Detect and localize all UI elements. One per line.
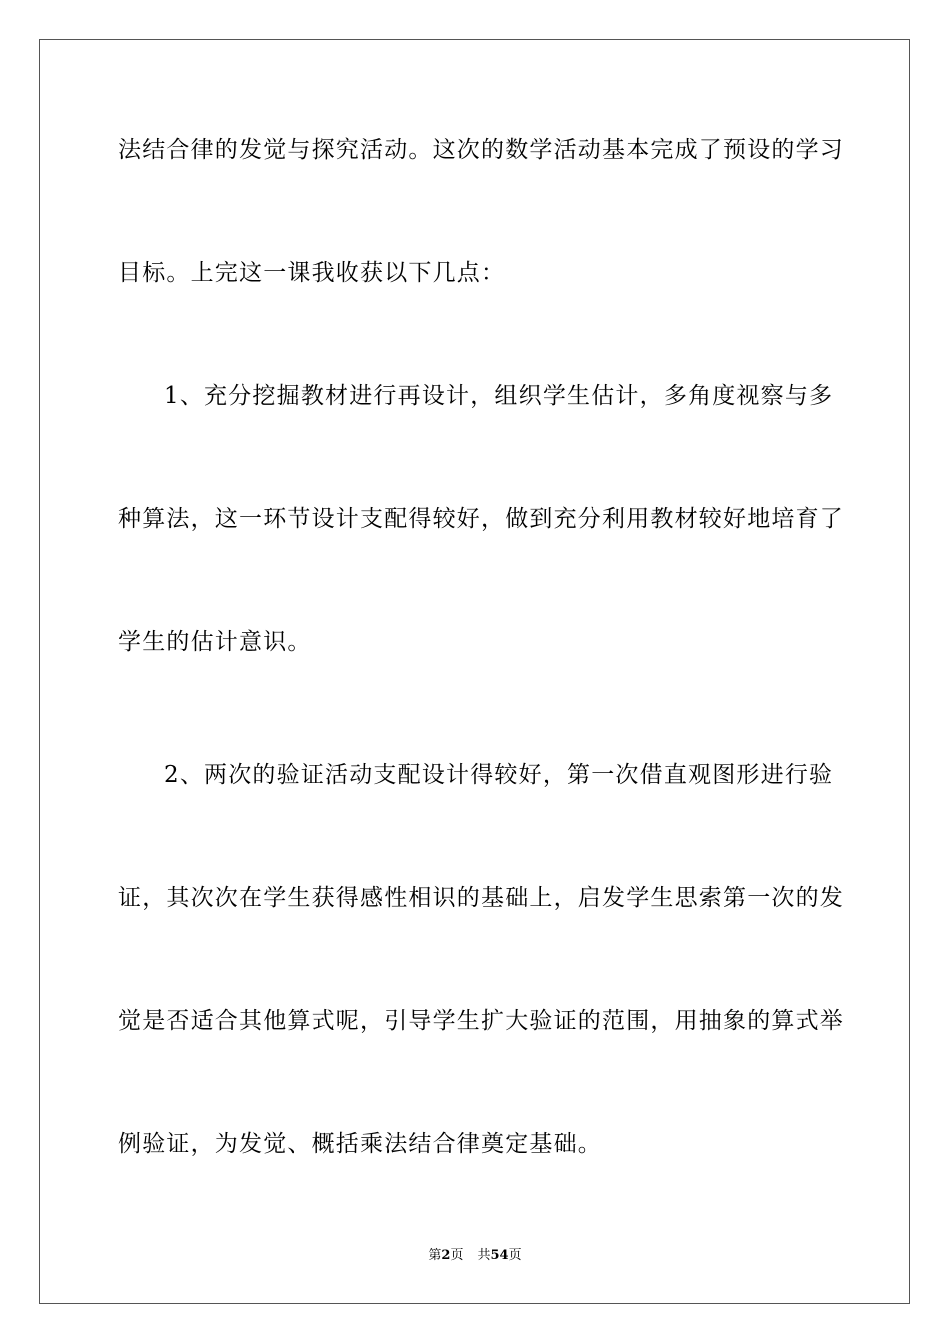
paragraph-line-1: 法结合律的发觉与探究活动。这次的数学活动基本完成了预设的学习	[118, 137, 844, 163]
footer-total-suffix: 页	[508, 1248, 522, 1263]
footer-page-number: 2	[441, 1248, 451, 1263]
paragraph-line-4: 种算法，这一环节设计支配得较好，做到充分利用教材较好地培育了	[118, 506, 844, 532]
paragraph-line-6: 2、两次的验证活动支配设计得较好，第一次借直观图形进行验	[164, 762, 834, 788]
paragraph-line-7: 证，其次次在学生获得感性相识的基础上，启发学生思索第一次的发	[118, 885, 844, 911]
footer-page-suffix: 页	[450, 1248, 464, 1263]
footer-total-pages: 54	[490, 1248, 509, 1263]
footer-page-prefix: 第	[428, 1248, 442, 1263]
paragraph-line-2: 目标。上完这一课我收获以下几点：	[118, 260, 506, 286]
paragraph-line-3: 1、充分挖掘教材进行再设计，组织学生估计，多角度视察与多	[164, 383, 834, 409]
footer-total-prefix: 共	[477, 1248, 491, 1263]
paragraph-line-9: 例验证，为发觉、概括乘法结合律奠定基础。	[118, 1131, 602, 1157]
page-frame	[39, 39, 910, 1304]
page-footer	[0, 1247, 950, 1265]
paragraph-line-8: 觉是否适合其他算式呢，引导学生扩大验证的范围，用抽象的算式举	[118, 1008, 844, 1034]
paragraph-line-5: 学生的估计意识。	[118, 629, 312, 655]
